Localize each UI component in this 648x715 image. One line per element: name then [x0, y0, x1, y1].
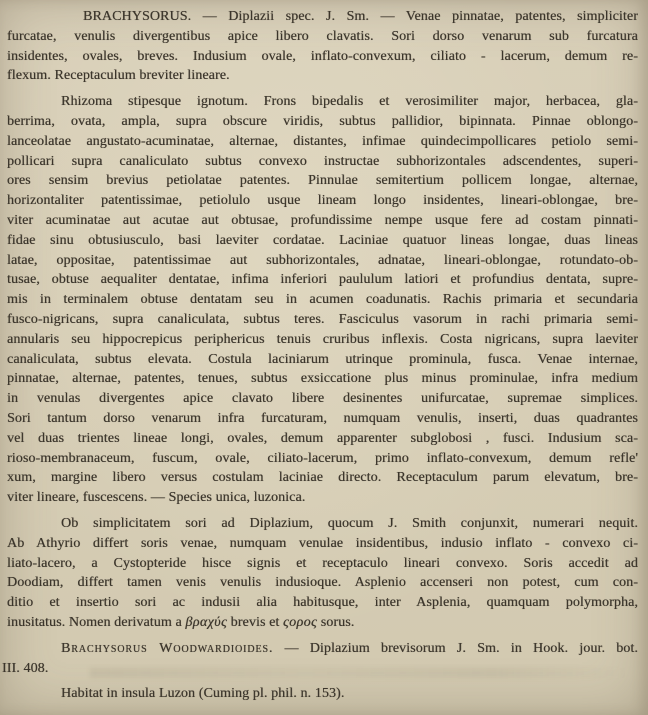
- text-line: xum, margine libero versus costulam laciniae directo. Receptaculum parum elevatum, bre-: [7, 470, 638, 486]
- text-line: latae, oppositae, patentissimae aut subhorizontales, adnatae, lineari-oblongae, rotundato-ob-: [7, 252, 638, 268]
- text-line: horizontaliter patentissimae, petiolulo usque lineam longo insidentes, lineari-oblongae, bre-: [7, 193, 638, 209]
- greek-text: ςορος: [283, 614, 318, 630]
- text-line: Ab Athyrio differt soris venae, numquam venulae insidentibus, indusio inflato - convexo ci-: [7, 535, 638, 551]
- plain-text: — Diplazium brevisorum J. Sm. in Hook. jour. bot.: [273, 640, 638, 656]
- text-line: III. 408.: [2, 660, 49, 676]
- species-name-text: Brachysorus Woodwardioides.: [61, 640, 274, 656]
- text-line: insidentes, ovales, breves. Indusium ovale, inflato-convexum, ciliato - lacerum, demum re-: [7, 48, 638, 64]
- text-line: tusae, obtuse aequaliter dentatae, infima inferiori paululum latiori et profundius dentata, supre-: [7, 272, 638, 288]
- paragraph-habitat: [7, 684, 638, 704]
- text-line: Rhizoma stipesque ignotum. Frons bipedalis et verosimiliter major, herbacea, gla-: [61, 94, 638, 110]
- text-block: [2, 7, 638, 710]
- paragraph-species-citation: [2, 639, 638, 679]
- plain-text: inusitatus. Nomen derivatum a: [7, 614, 186, 630]
- plain-text: sorus.: [317, 614, 355, 630]
- text-line: berrima, ovata, ampla, supra obscure viridis, subtus pallidior, bipinnata. Pinnae oblongo-: [7, 113, 638, 129]
- text-line: pollicari supra canaliculato subtus convexo instructae subhorizontales adscendentes, superi-: [7, 153, 638, 169]
- text-line: canaliculata, subtus elevata. Costula laciniarum utrinque prominula, fusca. Venae internae,: [7, 351, 638, 367]
- text-line: ditio et insertio sori ac indusii alia habitusque, inter Asplenia, quamquam polymorpha,: [7, 595, 638, 611]
- text-line: fidae sinu obtusiusculo, basi laeviter cordatae. Laciniae quatuor lineas longae, duas lineas: [7, 232, 638, 248]
- paragraph-description: [7, 92, 638, 508]
- plain-text: brevis et: [227, 614, 283, 630]
- text-line: [7, 639, 638, 659]
- text-line: Ob simplicitatem sori ad Diplazium, quocum J. Smith conjunxit, numerari nequit.: [61, 515, 638, 531]
- text-line: mis in terminalem obtuse dentatam seu in acumen coadunatis. Rachis primaria et secundaria: [7, 292, 638, 308]
- text-line: vel duas trientes lineae longi, ovales, demum apparenter subglobosi , fusci. Indusium sca-: [7, 430, 638, 446]
- text-line: flexum. Receptaculum breviter lineare.: [7, 68, 230, 84]
- text-line: rioso-membranaceum, fuscum, ovale, ciliato-lacerum, primo inflato-convexum, demum refle': [7, 450, 638, 466]
- text-line: liato-lacero, a Cystopteride hisce signis et receptaculo lineari convexo. Soris accedit ad: [7, 555, 638, 571]
- text-line: in venulas divergentes apice clavato libere desinentes unifurcatae, supremae simplices.: [7, 391, 638, 407]
- text-line: lanceolatae angustato-acuminatae, alternae, distantes, infimae quindecimpollicares petiolo semi-: [7, 133, 638, 149]
- text-line: viter acuminatae aut acutae aut obtusae, profundissime nempe usque fere ad costam pinnati-: [7, 212, 638, 228]
- text-line: Doodiam, differt tamen venis venulis indusioque. Asplenio accenseri non potest, cum con-: [7, 575, 638, 591]
- text-line: furcatae, venulis divergentibus apice libero clavatis. Sori dorso venarum sub furcatura: [7, 28, 638, 44]
- text-line: Habitat in insula Luzon (Cuming pl. phil. n. 153).: [61, 686, 345, 702]
- paragraph-discussion: [7, 514, 638, 633]
- text-line: [7, 613, 638, 633]
- text-line: BRACHYSORUS. — Diplazii spec. J. Sm. — Venae pinnatae, patentes, simpliciter: [83, 9, 638, 24]
- text-line: pinnatae, alternae, patentes, tenues, subtus exsiccatione plus minus prominulae, infra medium: [7, 371, 638, 387]
- greek-text: βραχύς: [185, 614, 228, 630]
- text-line: fusco-nigricans, supra canaliculata, subtus teres. Fasciculus vasorum in rachi primaria semi-: [7, 311, 638, 327]
- paragraph-genus-diagnosis: [7, 7, 638, 86]
- text-line: viter lineare, fuscescens. — Species unica, luzonica.: [7, 490, 306, 506]
- text-line: ores sensim brevius petiolatae patentes. Pinnulae semitertium pollicem longae, alternae,: [7, 173, 638, 189]
- text-line: Sori tantum dorso venarum infra furcaturam, numquam venulis, inserti, duas quadrantes: [7, 410, 638, 426]
- text-line: annularis seu hippocrepicus periphericus tenuis cruribus inflexis. Costa nigricans, supra laeviter: [7, 331, 638, 347]
